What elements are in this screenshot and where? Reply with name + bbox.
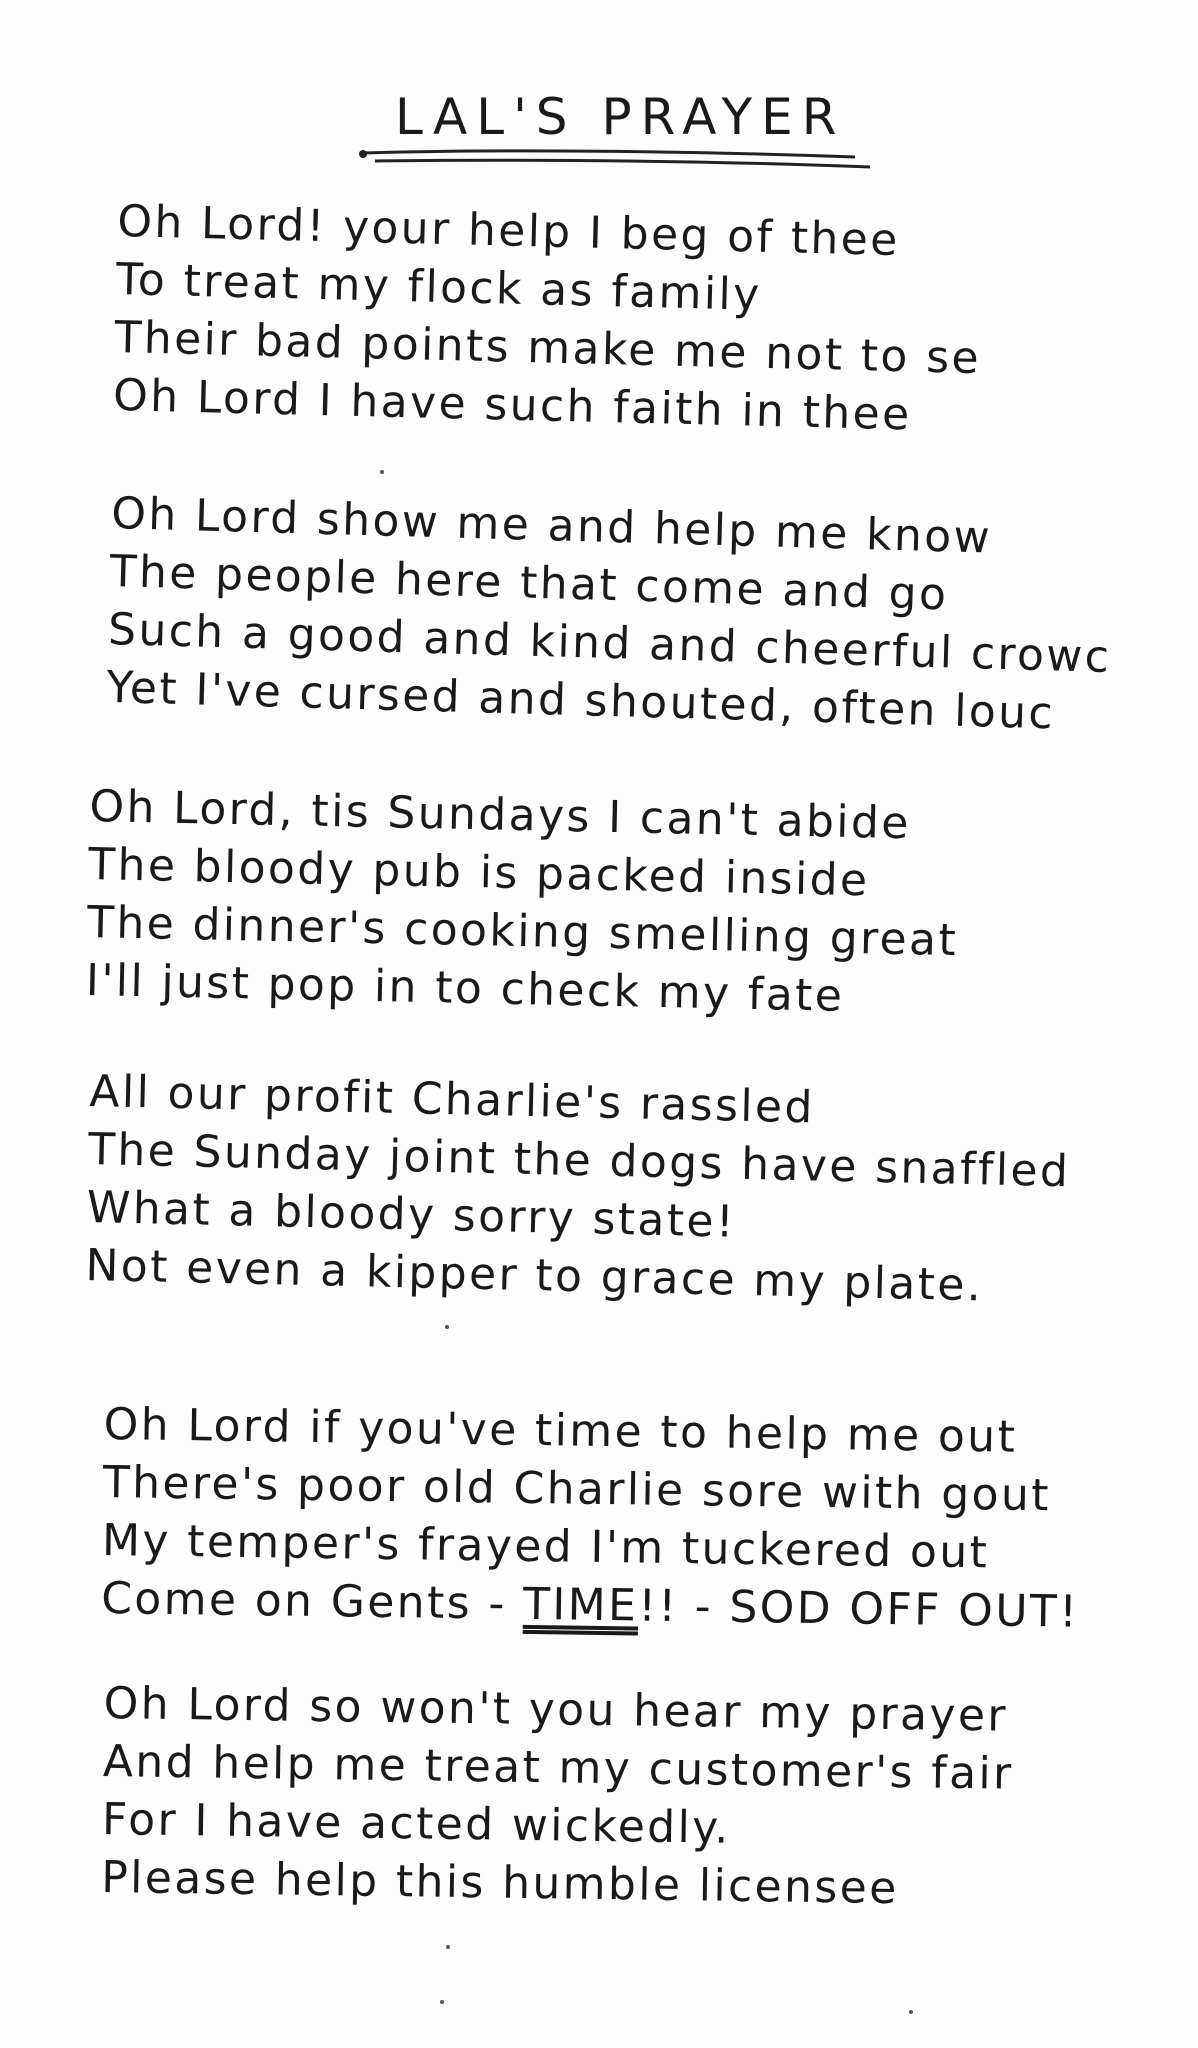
stanza-4 bbox=[84, 1066, 1072, 1324]
poem-title: LAL'S PRAYER bbox=[395, 88, 846, 146]
poem-line: The bloody pub is packed inside bbox=[87, 838, 870, 907]
poem-line: The dinner's cooking smelling great bbox=[86, 896, 959, 967]
paper-speck bbox=[445, 1325, 449, 1329]
poem-line: Oh Lord so won't you hear my prayer bbox=[103, 1678, 1009, 1742]
poem-line: Oh Lord, tis Sundays I can't abide bbox=[89, 781, 912, 850]
time-line-after: !! - SOD OFF OUT! bbox=[637, 1580, 1080, 1638]
poem-line: Their bad points make me not to se bbox=[114, 311, 982, 385]
poem-line: Such a good and kind and cheerful crowc bbox=[107, 603, 1112, 683]
stanza-3 bbox=[85, 781, 961, 1035]
poem-line-time bbox=[100, 1572, 1080, 1649]
stanza-5 bbox=[100, 1399, 1082, 1649]
poem-line: My temper's frayed I'm tuckered out bbox=[101, 1514, 990, 1579]
stanza-1 bbox=[112, 196, 984, 453]
poem-line: Oh Lord show me and help me know bbox=[110, 488, 993, 564]
time-word: TIME bbox=[522, 1578, 639, 1632]
poem-line: What a bloody sorry state! bbox=[86, 1181, 737, 1248]
poem-line: All our profit Charlie's rassled bbox=[88, 1066, 816, 1134]
poem-line: To treat my flock as family bbox=[115, 253, 763, 321]
poem-line: Oh Lord if you've time to help me out bbox=[103, 1399, 1018, 1463]
poem-line: Yet I've cursed and shouted, often louc bbox=[105, 661, 1056, 740]
stanza-2 bbox=[105, 488, 1116, 752]
poem-line: Not even a kipper to grace my plate. bbox=[84, 1239, 984, 1312]
poem-line: The Sunday joint the dogs have snaffled bbox=[87, 1123, 1071, 1198]
stanza-6 bbox=[100, 1678, 1015, 1927]
poem-line: There's poor old Charlie sore with gout bbox=[102, 1456, 1052, 1522]
poem-line: For I have acted wickedly. bbox=[101, 1793, 732, 1854]
poem-line: The people here that come and go bbox=[109, 545, 950, 621]
poem-line: And help me treat my customer's fair bbox=[102, 1735, 1014, 1800]
paper-speck bbox=[380, 470, 384, 474]
paper-speck bbox=[440, 2000, 444, 2004]
poem-line: Oh Lord! your help I beg of thee bbox=[116, 196, 901, 267]
poem-line: Please help this humble licensee bbox=[100, 1851, 900, 1915]
poem-line: I'll just pop in to check my fate bbox=[85, 954, 845, 1022]
time-line-before: Come on Gents - bbox=[100, 1572, 524, 1630]
title-underline bbox=[355, 145, 875, 171]
paper-speck bbox=[446, 1945, 450, 1949]
paper-speck bbox=[909, 2010, 913, 2014]
poem-line: Oh Lord I have such faith in thee bbox=[112, 369, 913, 441]
